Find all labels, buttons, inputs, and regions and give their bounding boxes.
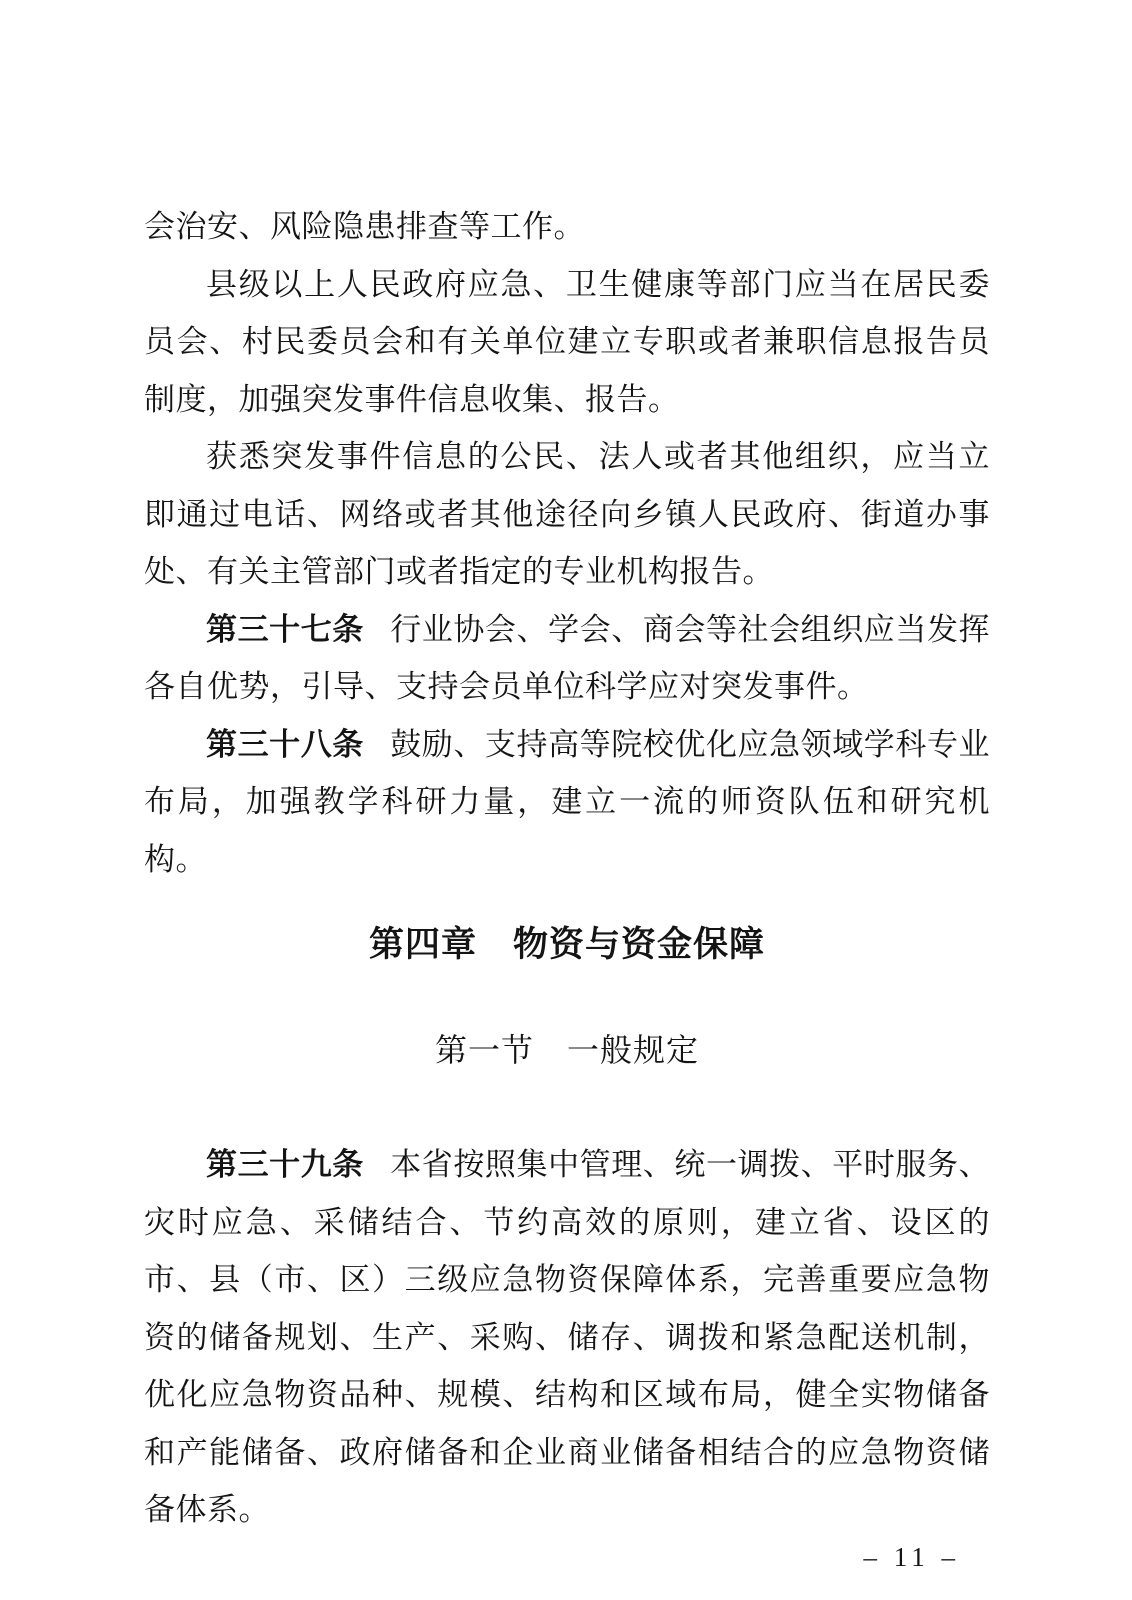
paragraph-article-37 [144, 601, 990, 716]
paragraph-info-reporter-system [144, 256, 990, 429]
paragraph-social-order-continuation [144, 198, 990, 256]
article-38-text: 鼓励、支持高等院校优化应急领域学科专业布局，加强教学科研力量，建立一流的师资队伍和研究机构。 [144, 726, 991, 877]
paragraph-article-39 [144, 1136, 990, 1539]
paragraph-text: 获悉突发事件信息的公民、法人或者其他组织，应当立即通过电话、网络或者其他途径向乡镇人民政府、街道办事处、有关主管部门或者指定的专业机构报告。 [144, 439, 990, 589]
section-heading: 第一节 一般规定 [434, 1031, 699, 1068]
article-37-text: 行业协会、学会、商会等社会组织应当发挥各自优势，引导、支持会员单位科学应对突发事件。 [144, 611, 991, 704]
chapter-heading: 第四章 物资与资金保障 [368, 925, 765, 964]
paragraph-citizen-report-duty [144, 428, 990, 601]
article-38-number: 第三十八条 [206, 726, 364, 762]
article-39-text: 本省按照集中管理、统一调拨、平时服务、灾时应急、采储结合、节约高效的原则，建立省、设区的市、县（市、区）三级应急物资保障体系，完善重要应急物资的储备规划、生产、采购、储存、调拨和紧急配送机制，优化应急物资品种、规模、结构和区域布局，健全实物储备和产能储备、政府储备和企业商业储备相结合的应急物资储备体系。 [144, 1147, 991, 1527]
article-39-number: 第三十九条 [206, 1147, 364, 1182]
page-number: – 11 – [863, 1541, 960, 1572]
document-body [144, 198, 990, 1539]
paragraph-article-38 [144, 716, 990, 889]
paragraph-text: 县级以上人民政府应急、卫生健康等部门应当在居民委员会、村民委员会和有关单位建立专职或者兼职信息报告员制度，加强突发事件信息收集、报告。 [144, 266, 990, 417]
article-37-number: 第三十七条 [206, 611, 364, 647]
paragraph-text: 会治安、风险隐患排查等工作。 [144, 209, 585, 244]
